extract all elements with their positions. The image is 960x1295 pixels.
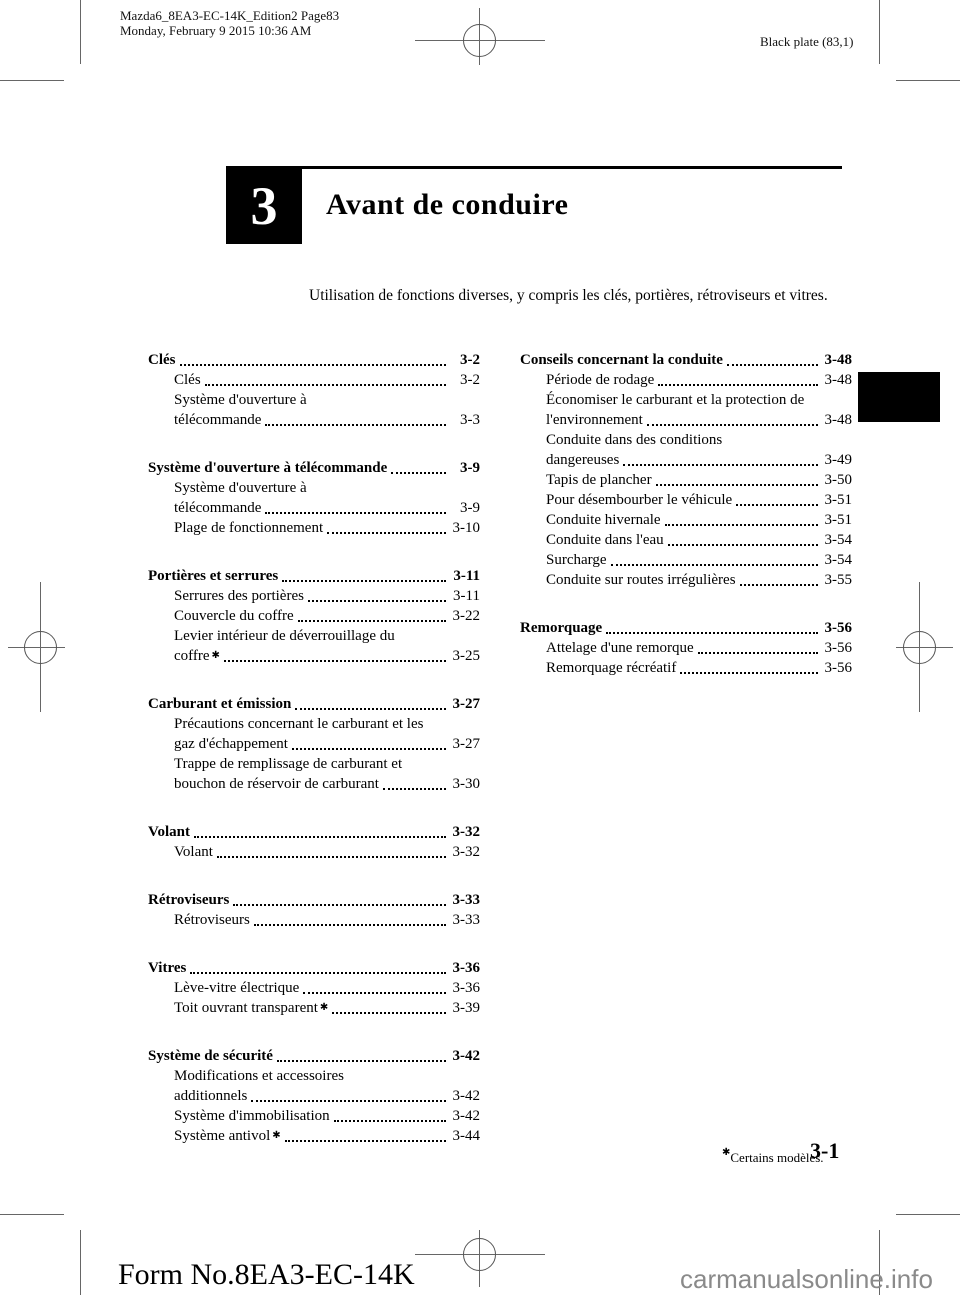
toc-item-link[interactable] bbox=[174, 606, 480, 626]
toc-page-number: 3-33 bbox=[452, 892, 480, 908]
toc-page-number: 3-32 bbox=[452, 824, 480, 840]
toc-page-number: 3-51 bbox=[824, 512, 852, 528]
registration-circle-icon bbox=[463, 24, 496, 57]
form-number: Form No.8EA3-EC-14K bbox=[118, 1258, 415, 1291]
toc-item bbox=[148, 1066, 480, 1106]
dot-leader bbox=[194, 826, 446, 838]
toc-section bbox=[148, 694, 480, 794]
toc-item-title: Volant bbox=[174, 844, 213, 860]
toc-section-title: Rétroviseurs bbox=[148, 892, 230, 908]
toc-item-title: Couvercle du coffre bbox=[174, 608, 294, 624]
toc-item-link[interactable] bbox=[546, 530, 852, 550]
toc-item bbox=[520, 430, 852, 470]
toc-page-number: 3-39 bbox=[452, 1000, 480, 1016]
toc-item-title-line: Système d'ouverture à bbox=[174, 392, 307, 408]
toc-page-number: 3-2 bbox=[460, 372, 480, 388]
toc-section-title: Vitres bbox=[148, 960, 187, 976]
toc-item-link[interactable] bbox=[546, 658, 852, 678]
toc-section-link[interactable] bbox=[520, 618, 852, 638]
toc-item bbox=[148, 910, 480, 930]
toc-item-title-line: Trappe de remplissage de carburant et bbox=[174, 756, 403, 772]
dot-leader bbox=[334, 1110, 446, 1122]
crop-mark-tr-v bbox=[879, 0, 880, 64]
toc-page-number: 3-44 bbox=[452, 1128, 480, 1144]
toc-right-column bbox=[520, 350, 852, 706]
toc-item-title: Système antivol bbox=[174, 1128, 271, 1144]
toc-item bbox=[148, 390, 480, 430]
toc-page-number: 3-48 bbox=[824, 412, 852, 428]
toc-item bbox=[148, 370, 480, 390]
dot-leader bbox=[254, 914, 446, 926]
toc-item-link[interactable] bbox=[174, 518, 480, 538]
toc-item-title: Conduite sur routes irrégulières bbox=[546, 572, 736, 588]
footnote bbox=[722, 1147, 824, 1166]
toc-section-title: Volant bbox=[148, 824, 190, 840]
toc-section bbox=[148, 958, 480, 1018]
crop-mark-bl-v bbox=[80, 1230, 81, 1295]
toc-item-link[interactable] bbox=[174, 910, 480, 930]
toc-item bbox=[520, 658, 852, 678]
dot-leader bbox=[698, 642, 818, 654]
toc-section-link[interactable] bbox=[148, 350, 480, 370]
toc-item-link[interactable] bbox=[174, 734, 480, 754]
dot-leader bbox=[668, 534, 818, 546]
toc-item bbox=[148, 1106, 480, 1126]
toc-item-title: dangereuses bbox=[546, 452, 620, 468]
chapter-intro: Utilisation de fonctions diverses, y compris les clés, portières, rétroviseurs et vitres. bbox=[309, 287, 828, 304]
toc-item-title: Tapis de plancher bbox=[546, 472, 652, 488]
dot-leader bbox=[736, 494, 818, 506]
dot-leader bbox=[606, 622, 818, 634]
toc-item-link[interactable] bbox=[174, 410, 480, 430]
dot-leader bbox=[282, 570, 446, 582]
dot-leader bbox=[205, 374, 446, 386]
toc-item bbox=[520, 638, 852, 658]
toc-item-title-line: Conduite dans des conditions bbox=[546, 432, 723, 448]
dot-leader bbox=[680, 662, 818, 674]
toc-section bbox=[148, 822, 480, 862]
toc-section bbox=[148, 1046, 480, 1146]
dot-leader bbox=[265, 502, 446, 514]
dot-leader bbox=[647, 414, 818, 426]
dot-leader bbox=[383, 778, 446, 790]
toc-item bbox=[148, 714, 480, 754]
toc-item bbox=[520, 470, 852, 490]
toc-item-title-line: Système d'ouverture à bbox=[174, 480, 307, 496]
toc-page-number: 3-9 bbox=[460, 500, 480, 516]
chapter-thumb-tab bbox=[858, 372, 940, 422]
toc-section-link[interactable] bbox=[148, 1046, 480, 1066]
toc-page-number: 3-36 bbox=[452, 960, 480, 976]
dot-leader bbox=[180, 354, 447, 366]
toc-section bbox=[148, 458, 480, 538]
dot-leader bbox=[308, 590, 446, 602]
toc-item-link[interactable] bbox=[174, 646, 480, 666]
dot-leader bbox=[658, 374, 818, 386]
toc-item-title: Serrures des portières bbox=[174, 588, 304, 604]
asterisk-icon: ✱ bbox=[319, 1002, 329, 1013]
toc-page-number: 3-11 bbox=[453, 568, 480, 584]
print-date-line: Monday, February 9 2015 10:36 AM bbox=[120, 23, 312, 38]
toc-item-link[interactable] bbox=[174, 370, 480, 390]
dot-leader bbox=[665, 514, 818, 526]
dot-leader bbox=[277, 1050, 446, 1062]
crop-mark-bl-h bbox=[0, 1214, 64, 1215]
toc-item-title: Plage de fonctionnement bbox=[174, 520, 324, 536]
toc-page-number: 3-27 bbox=[452, 736, 480, 752]
toc-page-number: 3-54 bbox=[824, 532, 852, 548]
toc-item-link[interactable] bbox=[174, 1126, 480, 1146]
plate-label: Black plate (83,1) bbox=[760, 34, 854, 49]
toc-item-link[interactable] bbox=[546, 410, 852, 430]
registration-circle-icon bbox=[903, 631, 936, 664]
dot-leader bbox=[332, 1002, 446, 1014]
toc-item-link[interactable] bbox=[546, 490, 852, 510]
toc-page-number: 3-11 bbox=[453, 588, 480, 604]
toc-item bbox=[520, 510, 852, 530]
dot-leader bbox=[727, 354, 818, 366]
toc-item-title: Clés bbox=[174, 372, 201, 388]
dot-leader bbox=[611, 554, 818, 566]
toc-section-link[interactable] bbox=[148, 822, 480, 842]
page-number: 3-1 bbox=[810, 1138, 840, 1163]
toc-page-number: 3-49 bbox=[824, 452, 852, 468]
toc-page-number: 3-32 bbox=[452, 844, 480, 860]
dot-leader bbox=[656, 474, 818, 486]
toc-section-title: Système de sécurité bbox=[148, 1048, 273, 1064]
toc-item-link[interactable] bbox=[174, 586, 480, 606]
toc-section-link[interactable] bbox=[520, 350, 852, 370]
toc-item-title: Conduite dans l'eau bbox=[546, 532, 664, 548]
toc-item-title: Conduite hivernale bbox=[546, 512, 661, 528]
toc-page-number: 3-56 bbox=[824, 640, 852, 656]
toc-item-title: Système d'immobilisation bbox=[174, 1108, 330, 1124]
toc-page-number: 3-36 bbox=[452, 980, 480, 996]
toc-item-link[interactable] bbox=[174, 998, 480, 1018]
toc-left-column bbox=[148, 350, 480, 1174]
toc-item-title: Rétroviseurs bbox=[174, 912, 250, 928]
toc-item-title: l'environnement bbox=[546, 412, 643, 428]
toc-item bbox=[148, 478, 480, 518]
toc-item bbox=[520, 490, 852, 510]
toc-section-title: Clés bbox=[148, 352, 176, 368]
toc-item-link[interactable] bbox=[546, 550, 852, 570]
toc-item-title-line: Modifications et accessoires bbox=[174, 1068, 344, 1084]
print-header bbox=[120, 8, 339, 38]
toc-item-link[interactable] bbox=[174, 1106, 480, 1126]
toc-item bbox=[148, 842, 480, 862]
dot-leader bbox=[217, 846, 446, 858]
toc-section-title: Remorquage bbox=[520, 620, 603, 636]
toc-item-title: télécommande bbox=[174, 412, 262, 428]
dot-leader bbox=[623, 454, 818, 466]
toc-section-link[interactable] bbox=[148, 566, 480, 586]
crop-mark-br-h bbox=[896, 1214, 960, 1215]
dot-leader bbox=[251, 1090, 446, 1102]
toc-page-number: 3-55 bbox=[824, 572, 852, 588]
toc-item-link[interactable] bbox=[546, 638, 852, 658]
toc-section-link[interactable] bbox=[148, 958, 480, 978]
toc-item-title: Lève-vitre électrique bbox=[174, 980, 300, 996]
toc-item bbox=[520, 370, 852, 390]
footnote-text: Certains modèles. bbox=[730, 1150, 824, 1165]
toc-page-number: 3-2 bbox=[460, 352, 480, 368]
toc-item bbox=[148, 586, 480, 606]
print-file-line: Mazda6_8EA3-EC-14K_Edition2 Page83 bbox=[120, 8, 340, 23]
toc-item-title: Surcharge bbox=[546, 552, 607, 568]
dot-leader bbox=[295, 698, 446, 710]
toc-section-link[interactable] bbox=[148, 890, 480, 910]
chapter-title: Avant de conduire bbox=[326, 188, 569, 221]
toc-item-title-line: Précautions concernant le carburant et les bbox=[174, 716, 424, 732]
dot-leader bbox=[190, 962, 446, 974]
registration-circle-icon bbox=[463, 1238, 496, 1271]
watermark: carmanualsonline.info bbox=[680, 1264, 933, 1294]
crop-mark-tl-v bbox=[80, 0, 81, 64]
toc-item-link[interactable] bbox=[546, 370, 852, 390]
registration-circle-icon bbox=[24, 631, 57, 664]
toc-page-number: 3-10 bbox=[452, 520, 480, 536]
toc-page-number: 3-33 bbox=[452, 912, 480, 928]
toc-item-title: Pour désembourber le véhicule bbox=[546, 492, 733, 508]
toc-section bbox=[520, 350, 852, 590]
toc-page-number: 3-9 bbox=[460, 460, 480, 476]
toc-item-link[interactable] bbox=[546, 450, 852, 470]
asterisk-icon: ✱ bbox=[272, 1130, 281, 1141]
toc-page-number: 3-42 bbox=[452, 1048, 480, 1064]
toc-item-link[interactable] bbox=[174, 842, 480, 862]
toc-item-link[interactable] bbox=[174, 1086, 480, 1106]
toc-item bbox=[520, 530, 852, 550]
toc-section-link[interactable] bbox=[148, 458, 480, 478]
dot-leader bbox=[740, 574, 818, 586]
toc-item bbox=[148, 998, 480, 1018]
toc-page-number: 3-56 bbox=[824, 620, 852, 636]
chapter-number: 3 bbox=[226, 168, 302, 244]
toc-section-title: Carburant et émission bbox=[148, 696, 292, 712]
dot-leader bbox=[391, 462, 446, 474]
toc-page-number: 3-42 bbox=[452, 1108, 480, 1124]
toc-item-title: additionnels bbox=[174, 1088, 248, 1104]
toc-page-number: 3-27 bbox=[452, 696, 480, 712]
dot-leader bbox=[265, 414, 446, 426]
toc-item bbox=[148, 978, 480, 998]
toc-page-number: 3-22 bbox=[452, 608, 480, 624]
toc-page-number: 3-50 bbox=[824, 472, 852, 488]
toc-item bbox=[148, 606, 480, 626]
toc-section bbox=[520, 618, 852, 678]
toc-item-title-line: Économiser le carburant et la protection de bbox=[546, 392, 805, 408]
toc-item-link[interactable] bbox=[174, 774, 480, 794]
toc-item bbox=[520, 550, 852, 570]
toc-item-title: Période de rodage bbox=[546, 372, 655, 388]
toc-item bbox=[148, 1126, 480, 1146]
asterisk-icon: ✱ bbox=[722, 1147, 731, 1158]
toc-item-title: coffre bbox=[174, 648, 210, 664]
toc-section-title: Système d'ouverture à télécommande bbox=[148, 460, 388, 476]
toc-section bbox=[148, 566, 480, 666]
dot-leader bbox=[233, 894, 446, 906]
crop-mark-tr-h bbox=[896, 80, 960, 81]
toc-item-link[interactable] bbox=[174, 978, 480, 998]
toc-item-link[interactable] bbox=[546, 570, 852, 590]
crop-mark-tl-h bbox=[0, 80, 64, 81]
toc-item-link[interactable] bbox=[546, 510, 852, 530]
dot-leader bbox=[285, 1130, 446, 1142]
toc-item-title: gaz d'échappement bbox=[174, 736, 288, 752]
toc-item-title: Remorquage récréatif bbox=[546, 660, 677, 676]
toc-page-number: 3-54 bbox=[824, 552, 852, 568]
toc-item-title: Attelage d'une remorque bbox=[546, 640, 694, 656]
dot-leader bbox=[292, 738, 446, 750]
toc-item bbox=[148, 518, 480, 538]
toc-page-number: 3-51 bbox=[824, 492, 852, 508]
toc-item-title: Toit ouvrant transparent bbox=[174, 1000, 318, 1016]
toc-page-number: 3-48 bbox=[824, 372, 852, 388]
toc-item-link[interactable] bbox=[174, 498, 480, 518]
dot-leader bbox=[303, 982, 446, 994]
toc-item bbox=[148, 754, 480, 794]
toc-item-title: télécommande bbox=[174, 500, 262, 516]
toc-item-title: bouchon de réservoir de carburant bbox=[174, 776, 379, 792]
chapter-rule bbox=[226, 166, 842, 169]
toc-section bbox=[148, 350, 480, 430]
toc-page-number: 3-3 bbox=[460, 412, 480, 428]
toc-page-number: 3-56 bbox=[824, 660, 852, 676]
toc-item bbox=[520, 570, 852, 590]
toc-page-number: 3-42 bbox=[452, 1088, 480, 1104]
toc-section-link[interactable] bbox=[148, 694, 480, 714]
toc-section-title: Conseils concernant la conduite bbox=[520, 352, 723, 368]
toc-item-link[interactable] bbox=[546, 470, 852, 490]
dot-leader bbox=[298, 610, 446, 622]
dot-leader bbox=[224, 650, 446, 662]
dot-leader bbox=[327, 522, 446, 534]
toc-page-number: 3-30 bbox=[452, 776, 480, 792]
asterisk-icon: ✱ bbox=[211, 650, 220, 661]
toc-section bbox=[148, 890, 480, 930]
toc-page-number: 3-25 bbox=[452, 648, 480, 664]
toc-page-number: 3-48 bbox=[824, 352, 852, 368]
toc-item bbox=[148, 626, 480, 666]
toc-item bbox=[520, 390, 852, 430]
toc-item-title-line: Levier intérieur de déverrouillage du bbox=[174, 628, 395, 644]
toc-section-title: Portières et serrures bbox=[148, 568, 279, 584]
